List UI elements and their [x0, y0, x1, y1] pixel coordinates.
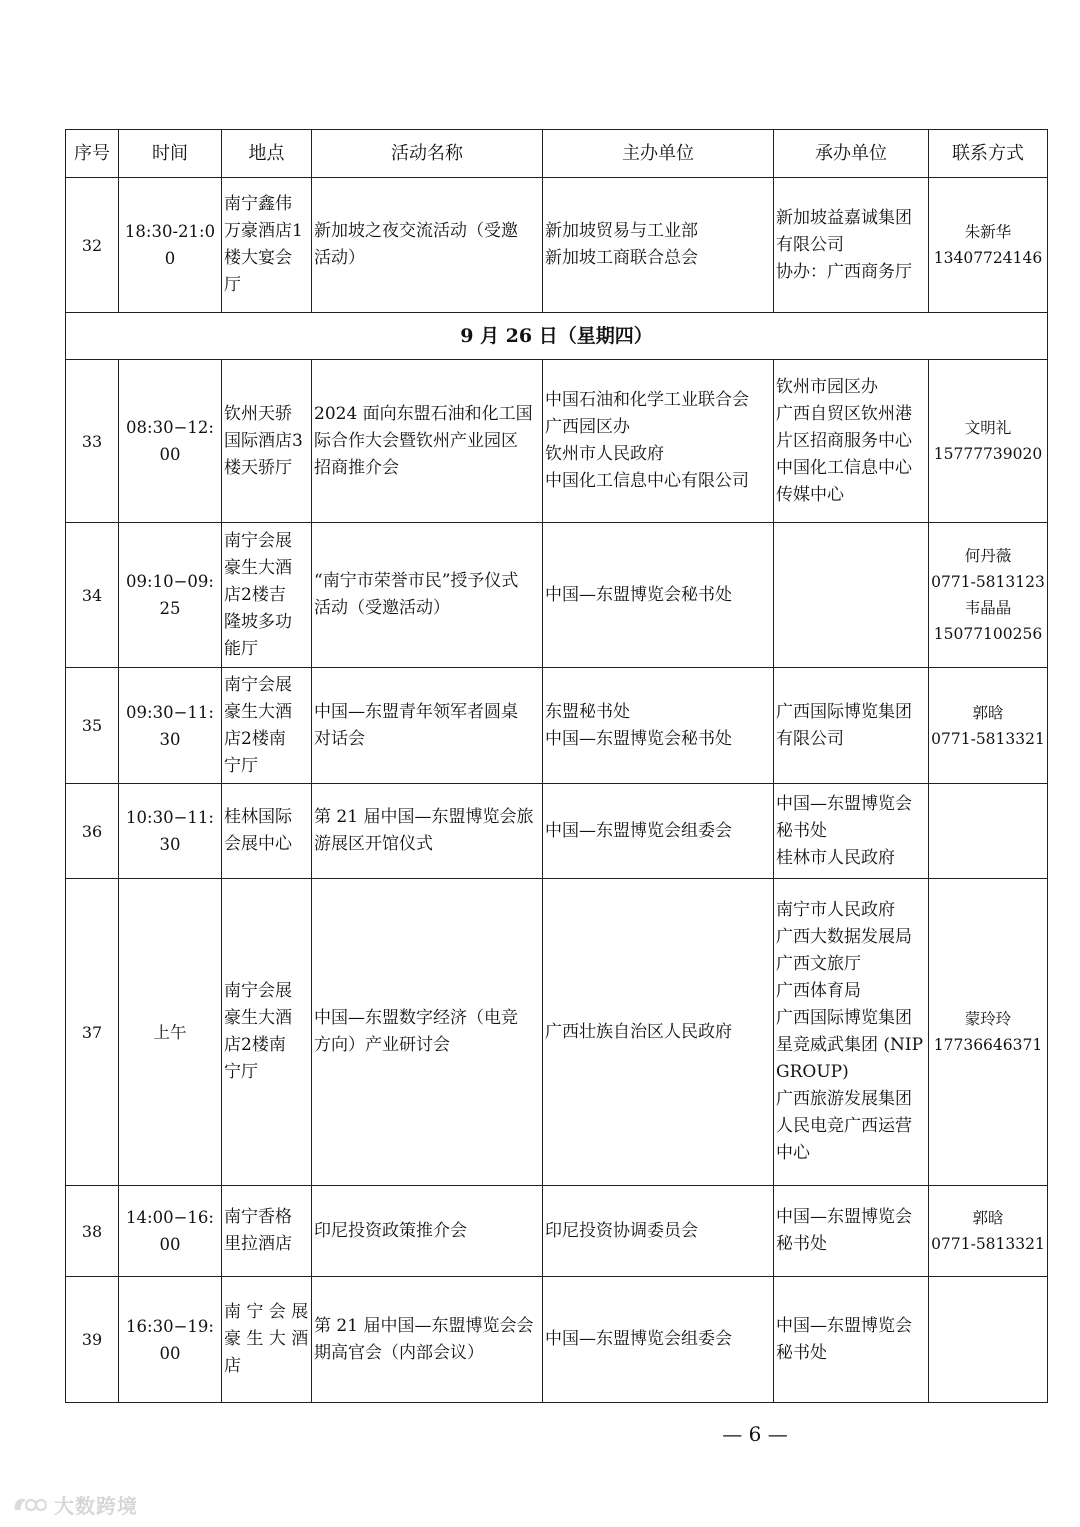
cell-line: 活动）	[314, 248, 365, 268]
cell-no: 38	[66, 1186, 119, 1277]
date-heading: 9 月 26 日（星期四）	[66, 313, 1048, 360]
cell-line: 厅	[224, 275, 241, 295]
cell-line: 万豪酒店1	[224, 221, 303, 241]
cell-time: 上午	[119, 879, 222, 1186]
header-activity: 活动名称	[312, 130, 543, 178]
cell-line: 中国—东盟博览会秘书处	[545, 584, 732, 605]
cell-no: 33	[66, 360, 119, 523]
cell-line: 郭晗	[972, 703, 1004, 722]
cell-line: 中国—东盟数字经济（电竞	[314, 1008, 518, 1028]
cell-host	[543, 668, 774, 784]
cell-no: 36	[66, 784, 119, 879]
cell-line: 中国—东盟博览会秘书处	[545, 728, 732, 749]
cell-line: 中国—东盟青年领军者圆桌	[314, 701, 518, 722]
cell-line: 广西国际博览集团	[776, 701, 912, 722]
cell-line: 第 21 届中国—东盟博览会旅	[314, 807, 534, 827]
header-row	[66, 130, 1048, 178]
cell-organizer	[774, 178, 929, 313]
table-row	[66, 879, 1048, 1186]
cell-organizer	[774, 784, 929, 879]
cell-venue	[222, 784, 312, 879]
cell-line: 南宁会展	[224, 530, 292, 551]
cell-line: 印尼投资政策推介会	[314, 1220, 467, 1241]
cell-no: 37	[66, 879, 119, 1186]
cell-no: 34	[66, 523, 119, 668]
cell-time: 10:30−11:30	[119, 784, 222, 879]
cell-line: 文明礼	[964, 419, 1012, 437]
cell-host	[543, 178, 774, 313]
cell-line: 宁厅	[224, 755, 258, 776]
cell-line: 豪生大酒	[224, 1008, 292, 1028]
header-venue: 地点	[222, 130, 312, 178]
cell-line: 人民电竞广西运营	[776, 1116, 912, 1136]
cell-activity	[312, 1277, 543, 1403]
cell-line: 广西文旅厅	[776, 954, 861, 974]
cell-contact	[929, 668, 1048, 784]
cell-line: 星竞威武集团 (NIP	[776, 1035, 924, 1055]
cell-contact	[929, 1186, 1048, 1277]
cell-line: 南宁会展	[224, 981, 292, 1001]
cell-line: 南宁香格	[224, 1207, 292, 1227]
table-row	[66, 784, 1048, 879]
cell-line: GROUP)	[776, 1062, 849, 1082]
cell-line: 传媒中心	[776, 484, 844, 505]
cell-line: 印尼投资协调委员会	[545, 1220, 698, 1241]
header-time: 时间	[119, 130, 222, 178]
cell-line: 钦州天骄	[224, 403, 292, 424]
cell-host	[543, 360, 774, 523]
cell-venue	[222, 879, 312, 1186]
cell-line: 协办：广西商务厅	[776, 261, 912, 282]
cell-line: 广西园区办	[545, 417, 630, 437]
cell-line: 第 21 届中国—东盟博览会会	[314, 1315, 534, 1336]
cell-time: 14:00−16:00	[119, 1186, 222, 1277]
cell-line: 广西壮族自治区人民政府	[545, 1021, 732, 1042]
cell-line: 广西国际博览集团	[776, 1008, 912, 1028]
cell-line: 中国化工信息中心	[776, 457, 912, 478]
cell-line: 郭晗	[972, 1209, 1004, 1227]
cell-line: 桂林国际	[224, 807, 292, 827]
page-number-wrap	[0, 1422, 1080, 1446]
cell-line: 何丹薇	[964, 547, 1012, 565]
cell-contact	[929, 178, 1048, 313]
cell-line: 南宁市人民政府	[776, 900, 895, 920]
cell-line: 片区招商服务中心	[776, 430, 912, 451]
table-row	[66, 360, 1048, 523]
header-no: 序号	[66, 130, 119, 178]
cell-line: 楼大宴会	[224, 248, 292, 268]
cell-time: 09:10−09:25	[119, 523, 222, 668]
cell-line: 广西自贸区钦州港	[776, 403, 912, 424]
cell-organizer	[774, 1277, 929, 1403]
cell-line: 中国—东盟博览会	[776, 793, 912, 814]
cell-activity	[312, 668, 543, 784]
cell-line: 中心	[776, 1143, 810, 1163]
cell-line: 楼天骄厅	[224, 457, 292, 478]
table-body-after	[66, 360, 1048, 1403]
cell-contact	[929, 360, 1048, 523]
cell-venue	[222, 178, 312, 313]
cell-time: 09:30−11:30	[119, 668, 222, 784]
watermark-text: 大数跨境	[54, 1494, 138, 1518]
cell-line: 隆坡多功	[224, 611, 292, 632]
cell-line: 广西旅游发展集团	[776, 1089, 912, 1109]
cell-line: 中国—东盟博览会组委会	[545, 820, 732, 841]
cell-venue	[222, 360, 312, 523]
cell-activity	[312, 360, 543, 523]
cell-line: 豪生大酒	[224, 701, 292, 722]
cell-line: 东盟秘书处	[545, 701, 630, 722]
cell-line: 15077100256	[933, 625, 1043, 643]
cell-line: 秘书处	[776, 1234, 827, 1254]
cell-line: 新加坡之夜交流活动（受邀	[314, 221, 518, 241]
cell-line: 有限公司	[776, 728, 844, 749]
cell-organizer	[774, 879, 929, 1186]
cell-venue	[222, 668, 312, 784]
cell-host	[543, 1186, 774, 1277]
schedule-table	[65, 129, 1048, 1403]
cell-contact	[929, 879, 1048, 1186]
header-host: 主办单位	[543, 130, 774, 178]
cell-line: 蒙玲玲	[964, 1010, 1012, 1028]
cell-line: 2024 面向东盟石油和化工国	[314, 403, 533, 424]
cell-line: 韦晶晶	[964, 599, 1012, 617]
cell-line: 桂林市人民政府	[776, 847, 895, 868]
cell-line: 游展区开馆仪式	[314, 834, 433, 854]
cell-host	[543, 784, 774, 879]
cell-organizer	[774, 523, 929, 668]
cell-organizer	[774, 360, 929, 523]
cell-line: 新加坡工商联合总会	[545, 248, 698, 268]
cell-activity	[312, 178, 543, 313]
cell-line: 对话会	[314, 728, 365, 749]
cell-line: 秘书处	[776, 1342, 827, 1363]
cell-line: 钦州市园区办	[776, 376, 878, 397]
cell-line: 豪生大酒	[224, 557, 292, 578]
cell-line: 13407724146	[933, 249, 1043, 267]
cell-line: 豪 生 大 酒	[224, 1329, 309, 1349]
cell-activity	[312, 523, 543, 668]
cell-line: 15777739020	[933, 445, 1043, 463]
cell-contact	[929, 1277, 1048, 1403]
table-body-before	[66, 178, 1048, 313]
cell-line: 0771-5813321	[931, 729, 1045, 748]
cell-line: 有限公司	[776, 234, 844, 255]
cell-line: 南宁鑫伟	[224, 194, 292, 214]
table-row	[66, 178, 1048, 313]
cell-no: 39	[66, 1277, 119, 1403]
cell-contact	[929, 523, 1048, 668]
cell-time: 08:30−12:00	[119, 360, 222, 523]
cell-contact	[929, 784, 1048, 879]
cell-activity	[312, 879, 543, 1186]
table-row	[66, 668, 1048, 784]
cell-line: 宁厅	[224, 1062, 258, 1082]
cell-organizer	[774, 668, 929, 784]
cell-line: 南宁会展	[224, 674, 292, 695]
cell-line: 际合作大会暨钦州产业园区	[314, 430, 518, 451]
cell-line: 店2楼南	[224, 728, 286, 749]
cell-line: 活动（受邀活动）	[314, 598, 450, 618]
cell-line: 广西体育局	[776, 981, 861, 1001]
cell-line: 中国—东盟博览会	[776, 1315, 912, 1336]
date-section	[66, 313, 1048, 360]
cell-host	[543, 879, 774, 1186]
cell-line: 朱新华	[964, 223, 1012, 241]
cell-line: 店2楼吉	[224, 584, 286, 605]
cell-host	[543, 523, 774, 668]
cell-no: 32	[66, 178, 119, 313]
cell-line: 秘书处	[776, 820, 827, 841]
cell-line: 会展中心	[224, 834, 292, 854]
cell-line: 中国—东盟博览会	[776, 1207, 912, 1227]
cell-line: 广西大数据发展局	[776, 927, 912, 947]
cell-line: 南 宁 会 展	[224, 1302, 309, 1322]
cell-venue	[222, 1186, 312, 1277]
cell-line: 新加坡贸易与工业部	[545, 221, 698, 241]
cell-activity	[312, 1186, 543, 1277]
cell-line: 国际酒店3	[224, 430, 303, 451]
cell-organizer	[774, 1186, 929, 1277]
cell-line: 0771-5813321	[931, 1235, 1045, 1253]
cell-line: 17736646371	[933, 1036, 1043, 1054]
table-row	[66, 1186, 1048, 1277]
cell-line: 钦州市人民政府	[545, 444, 664, 464]
cell-line: 方向）产业研讨会	[314, 1035, 450, 1055]
cell-line: “南宁市荣誉市民”授予仪式	[314, 571, 519, 591]
watermark-logo-icon	[12, 1494, 48, 1516]
header-organizer: 承办单位	[774, 130, 929, 178]
cell-line: 中国—东盟博览会组委会	[545, 1329, 732, 1349]
watermark	[12, 1490, 138, 1519]
cell-line: 店2楼南	[224, 1035, 286, 1055]
cell-line: 里拉酒店	[224, 1234, 292, 1254]
cell-line: 期高官会（内部会议）	[314, 1342, 484, 1363]
table-row	[66, 523, 1048, 668]
cell-line: 0771-5813123	[931, 573, 1045, 591]
page-number: — 6 —	[722, 1422, 788, 1446]
table-row	[66, 1277, 1048, 1403]
cell-line: 中国化工信息中心有限公司	[545, 471, 749, 491]
cell-line: 招商推介会	[314, 457, 399, 478]
cell-line: 店	[224, 1356, 241, 1376]
cell-line: 能厅	[224, 638, 258, 659]
cell-time: 16:30−19:00	[119, 1277, 222, 1403]
cell-line: 新加坡益嘉诚集团	[776, 207, 912, 228]
cell-activity	[312, 784, 543, 879]
date-heading-row	[66, 313, 1048, 360]
cell-line: 中国石油和化学工业联合会	[545, 390, 749, 410]
cell-no: 35	[66, 668, 119, 784]
cell-venue	[222, 1277, 312, 1403]
header-contact: 联系方式	[929, 130, 1048, 178]
cell-time: 18:30-21:00	[119, 178, 222, 313]
cell-host	[543, 1277, 774, 1403]
cell-venue	[222, 523, 312, 668]
